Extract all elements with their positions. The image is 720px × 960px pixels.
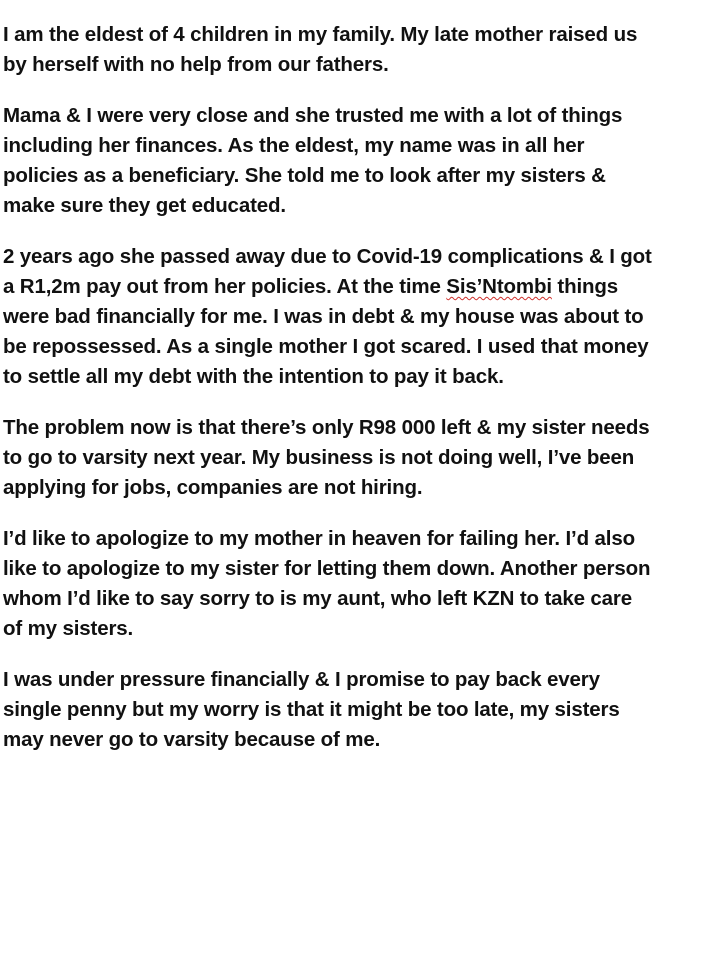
text-line: may never go to varsity because of me. bbox=[3, 728, 381, 751]
paragraph-6 bbox=[3, 660, 717, 760]
text-line: including her finances. As the eldest, my name was in all her bbox=[3, 134, 585, 157]
text-line: policies as a beneficiary. She told me to look after my sisters & bbox=[3, 164, 606, 187]
paragraph-5 bbox=[3, 519, 717, 649]
text-line: like to apologize to my sister for letting them down. Another person bbox=[3, 557, 651, 580]
paragraph-2 bbox=[3, 96, 717, 226]
text-line: make sure they get educated. bbox=[3, 194, 286, 217]
text-line: Mama & I were very close and she trusted me with a lot of things bbox=[3, 104, 623, 127]
paragraph-4 bbox=[3, 408, 717, 508]
text-line: I was under pressure financially & I promise to pay back every bbox=[3, 668, 600, 691]
text-line: applying for jobs, companies are not hiring. bbox=[3, 476, 423, 499]
text-line: by herself with no help from our fathers. bbox=[3, 53, 389, 76]
spellcheck-flagged-word[interactable]: Sis’Ntombi bbox=[446, 275, 552, 298]
text-line: whom I’d like to say sorry to is my aunt, who left KZN to take care bbox=[3, 587, 633, 610]
text-line: I’d like to apologize to my mother in heaven for failing her. I’d also bbox=[3, 527, 635, 550]
text-line: to go to varsity next year. My business is not doing well, I’ve been bbox=[3, 446, 635, 469]
text-segment: a R1,2m pay out from her policies. At the time bbox=[3, 275, 447, 298]
text-line: I am the eldest of 4 children in my family. My late mother raised us bbox=[3, 23, 638, 46]
text-line: to settle all my debt with the intention to pay it back. bbox=[3, 365, 504, 388]
paragraph-1 bbox=[3, 15, 717, 85]
text-line: were bad financially for me. I was in debt & my house was about to bbox=[3, 305, 644, 328]
paragraph-3 bbox=[3, 237, 717, 397]
text-segment: things bbox=[551, 275, 619, 298]
text-line: The problem now is that there’s only R98 000 left & my sister needs bbox=[3, 416, 650, 439]
text-line: be repossessed. As a single mother I got scared. I used that money bbox=[3, 335, 649, 358]
text-line: 2 years ago she passed away due to Covid-19 complications & I got bbox=[3, 245, 652, 268]
text-line: single penny but my worry is that it might be too late, my sisters bbox=[3, 698, 620, 721]
text-line: of my sisters. bbox=[3, 617, 134, 640]
document-body bbox=[3, 25, 717, 781]
